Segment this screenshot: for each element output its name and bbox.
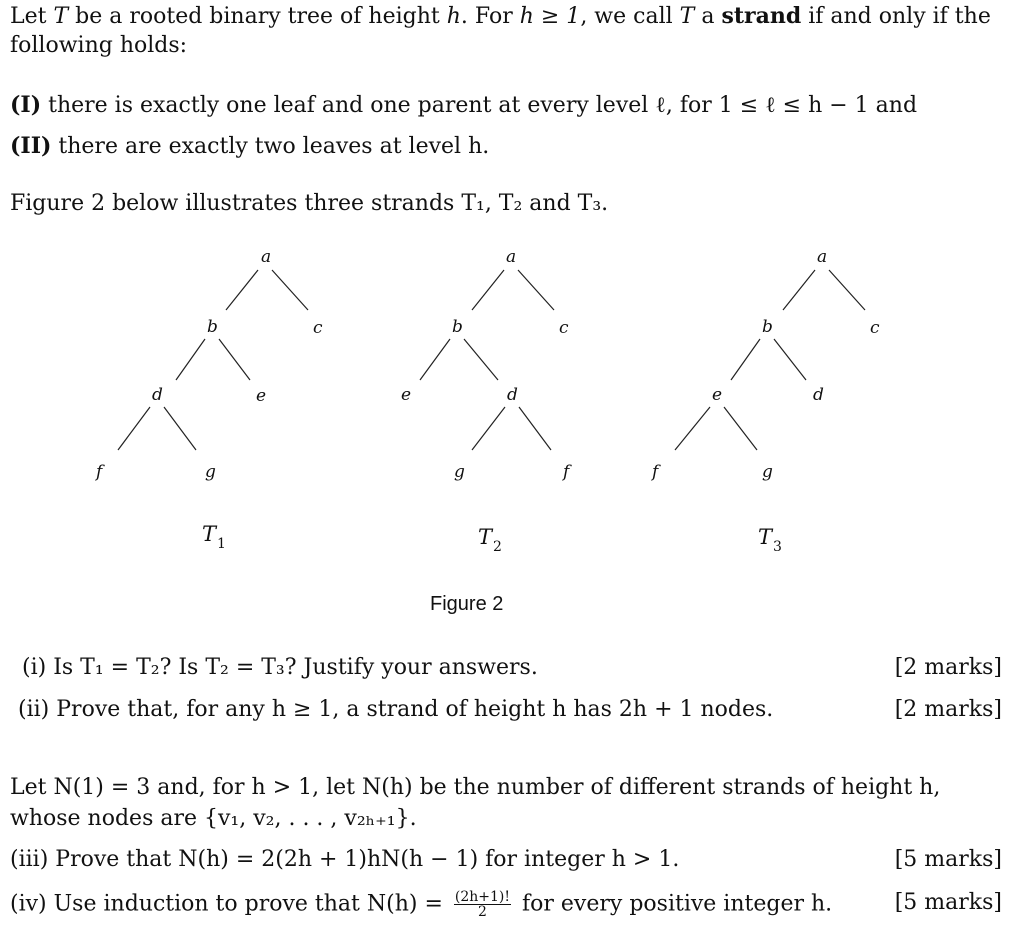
edge: [118, 407, 150, 450]
node-label: c: [870, 318, 880, 338]
tree-subscript: 1: [217, 536, 226, 552]
node-label: f: [563, 462, 570, 482]
question-text: Prove that, for any h ≥ 1, a strand of height h has 2h + 1 nodes.: [56, 697, 774, 722]
node-label: e: [401, 385, 412, 405]
tree-T2: [401, 247, 572, 555]
question-text: Prove that N(h) = 2(2h + 1)hN(h − 1) for integer h > 1.: [55, 847, 680, 872]
question-marks: [2 marks]: [894, 697, 1002, 722]
node-label: b: [452, 317, 463, 337]
node-label: f: [96, 462, 103, 482]
question-label: (iii): [10, 847, 49, 872]
edge: [219, 339, 250, 380]
edge: [783, 270, 815, 310]
node-label: c: [313, 318, 323, 338]
tree-edges: [118, 270, 865, 450]
question-iii: [10, 847, 679, 873]
fraction-denominator: 2: [477, 904, 487, 920]
question-text: Use induction to prove that N(h) =: [53, 891, 443, 917]
intro-text: a: [694, 4, 722, 29]
condition-text: there are exactly two leaves at level h.: [58, 134, 490, 159]
var-h: h: [446, 4, 461, 29]
edge: [724, 407, 757, 450]
node-label: d: [152, 385, 163, 405]
fraction: [454, 890, 511, 919]
edge: [176, 339, 205, 380]
var-T: T: [679, 4, 695, 29]
question-label: (ii): [18, 697, 50, 722]
node-label: a: [261, 247, 272, 267]
node-label: f: [652, 462, 659, 482]
intro-text: , we call: [580, 4, 680, 29]
intro-text: . For: [460, 4, 520, 29]
height-condition: h ≥ 1: [519, 4, 581, 29]
tree-T1: [94, 247, 323, 552]
edge: [272, 270, 308, 310]
condition-text: there is exactly one leaf and one parent at every level ℓ, for 1 ≤ ℓ ≤ h − 1 and: [48, 93, 918, 118]
tree-label: [478, 525, 502, 555]
intro-line-2: following holds:: [10, 33, 188, 58]
node-label: d: [813, 385, 824, 405]
question-label: (iv): [10, 891, 47, 917]
n-definition-line-2: whose nodes are {v₁, v₂, . . . , v₂ₕ₊₁}.: [10, 806, 417, 831]
edge: [420, 339, 450, 380]
node-label: a: [506, 247, 517, 267]
tree-label: [202, 522, 226, 552]
edge: [774, 339, 806, 380]
question-marks: [2 marks]: [894, 655, 1002, 680]
intro-text: if and only if the: [801, 4, 991, 29]
strand-term: strand: [721, 3, 802, 29]
condition-label: (II): [10, 133, 52, 159]
intro-text: Let: [10, 4, 54, 29]
node-label: g: [762, 462, 773, 482]
edge: [472, 270, 504, 310]
question-ii: [18, 697, 773, 723]
question-iv: [10, 890, 832, 919]
edge: [675, 407, 710, 450]
node-label: g: [205, 462, 216, 482]
node-label: b: [207, 317, 218, 337]
node-label: e: [712, 385, 723, 405]
question-i: [22, 655, 538, 681]
edge: [829, 270, 865, 310]
edge: [226, 270, 258, 310]
node-label: c: [559, 318, 569, 338]
question-text: for every positive integer h.: [522, 891, 833, 917]
intro-text: be a rooted binary tree of height: [68, 4, 447, 29]
tree-name: T: [758, 525, 773, 549]
question-marks: [5 marks]: [894, 847, 1002, 872]
edge: [731, 339, 760, 380]
edge: [464, 339, 498, 380]
node-label: e: [256, 386, 267, 406]
node-label: a: [817, 247, 828, 267]
tree-subscript: 3: [773, 539, 782, 555]
tree-name: T: [202, 522, 217, 546]
node-label: b: [762, 317, 773, 337]
figure-intro: Figure 2 below illustrates three strands T₁, T₂ and T₃.: [10, 191, 609, 216]
condition-label: (I): [10, 92, 42, 118]
figure-caption: Figure 2: [430, 593, 504, 615]
fraction-numerator: (2h+1)!: [454, 889, 511, 905]
edge: [519, 407, 551, 450]
question-text: Is T₁ = T₂? Is T₂ = T₃? Justify your answers.: [53, 655, 538, 680]
node-label: d: [507, 385, 518, 405]
question-label: (i): [22, 655, 47, 680]
question-marks: [5 marks]: [894, 890, 1002, 915]
tree-T3: [650, 247, 880, 555]
edge: [472, 407, 505, 450]
edge: [164, 407, 196, 450]
edge: [518, 270, 554, 310]
tree-subscript: 2: [493, 539, 502, 555]
n-definition-line-1: Let N(1) = 3 and, for h > 1, let N(h) be the number of different strands of height h,: [10, 775, 941, 800]
node-label: g: [454, 462, 465, 482]
var-T: T: [53, 4, 69, 29]
tree-label: [758, 525, 782, 555]
tree-name: T: [478, 525, 493, 549]
